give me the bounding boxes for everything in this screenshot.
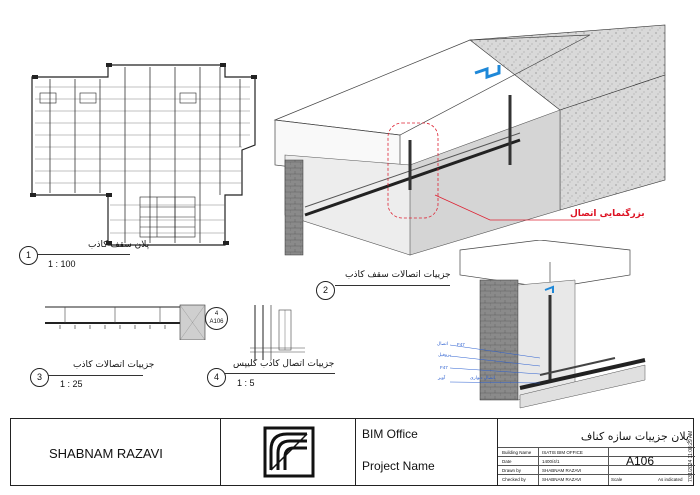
field-label-date: Date: [502, 459, 512, 464]
drawing-1-title: پلان سقف کاذب: [88, 240, 150, 250]
clip-detail-drawing: [245, 300, 315, 365]
field-value-date: 1400/4/1: [542, 459, 560, 464]
note-4: اتصال دیواری: [470, 376, 496, 381]
drawing-3-scale: 1 : 25: [60, 379, 83, 389]
drawing-1-number: 1: [19, 246, 38, 265]
drawing-1-scale: 1 : 100: [48, 259, 76, 269]
drawing-3-number: 3: [30, 368, 49, 387]
project-name: Project Name: [362, 459, 435, 473]
title-block: [10, 418, 694, 486]
field-value-drawn: SHABNAM RAZAVI: [542, 468, 582, 473]
ceiling-plan-drawing: [20, 55, 260, 255]
clip-connection-3d-view: [420, 240, 660, 410]
note-2: پروفیل: [438, 353, 451, 358]
drawing-3-title: جزییات اتصالات کاذب: [73, 360, 155, 370]
office-name: BIM Office: [362, 427, 418, 441]
field-label-building: Building Name: [502, 450, 532, 455]
office-logo-icon: [261, 424, 317, 480]
field-label-checked: Checked by: [502, 477, 526, 482]
section-tag: [205, 307, 228, 330]
author-name: SHABNAM RAZAVI: [49, 446, 163, 461]
drawing-4-title: جزییات اتصال کاذب کلیپس: [233, 359, 335, 369]
drawing-4-number: 4: [207, 368, 226, 387]
f47-label-2: F47: [440, 365, 448, 370]
drawing-4-scale: 1 : 5: [237, 378, 255, 388]
drawing-2-number: 2: [316, 281, 335, 300]
section-tag-number: 4: [214, 311, 219, 317]
drawing-2-title: جزییات اتصالات سقف کاذب: [345, 270, 451, 280]
f47-label-1: F47: [457, 342, 465, 347]
ceiling-connection-3d-view: [270, 15, 690, 265]
section-tag-sheet: A106: [209, 319, 224, 325]
print-timestamp: 7/31/2024 11:08:29 AM: [688, 430, 694, 482]
field-value-checked: SHABNAM RAZAVI: [542, 477, 582, 482]
sheet-title: پلان جزییات سازه کناف: [580, 430, 689, 443]
note-1: اتصال: [437, 342, 449, 347]
scale-label: Scale: [611, 477, 623, 482]
false-ceiling-section-drawing: [40, 295, 210, 340]
field-label-drawn: Drawn by: [502, 468, 522, 473]
scale-value: As indicated: [658, 477, 683, 482]
field-value-building: ISATIS BIM OFFICE: [542, 450, 583, 455]
sheet-number: A106: [626, 454, 655, 468]
connection-zoom-callout: بزرگنمایی اتصال: [570, 209, 645, 219]
note-3: آویز: [438, 376, 446, 381]
